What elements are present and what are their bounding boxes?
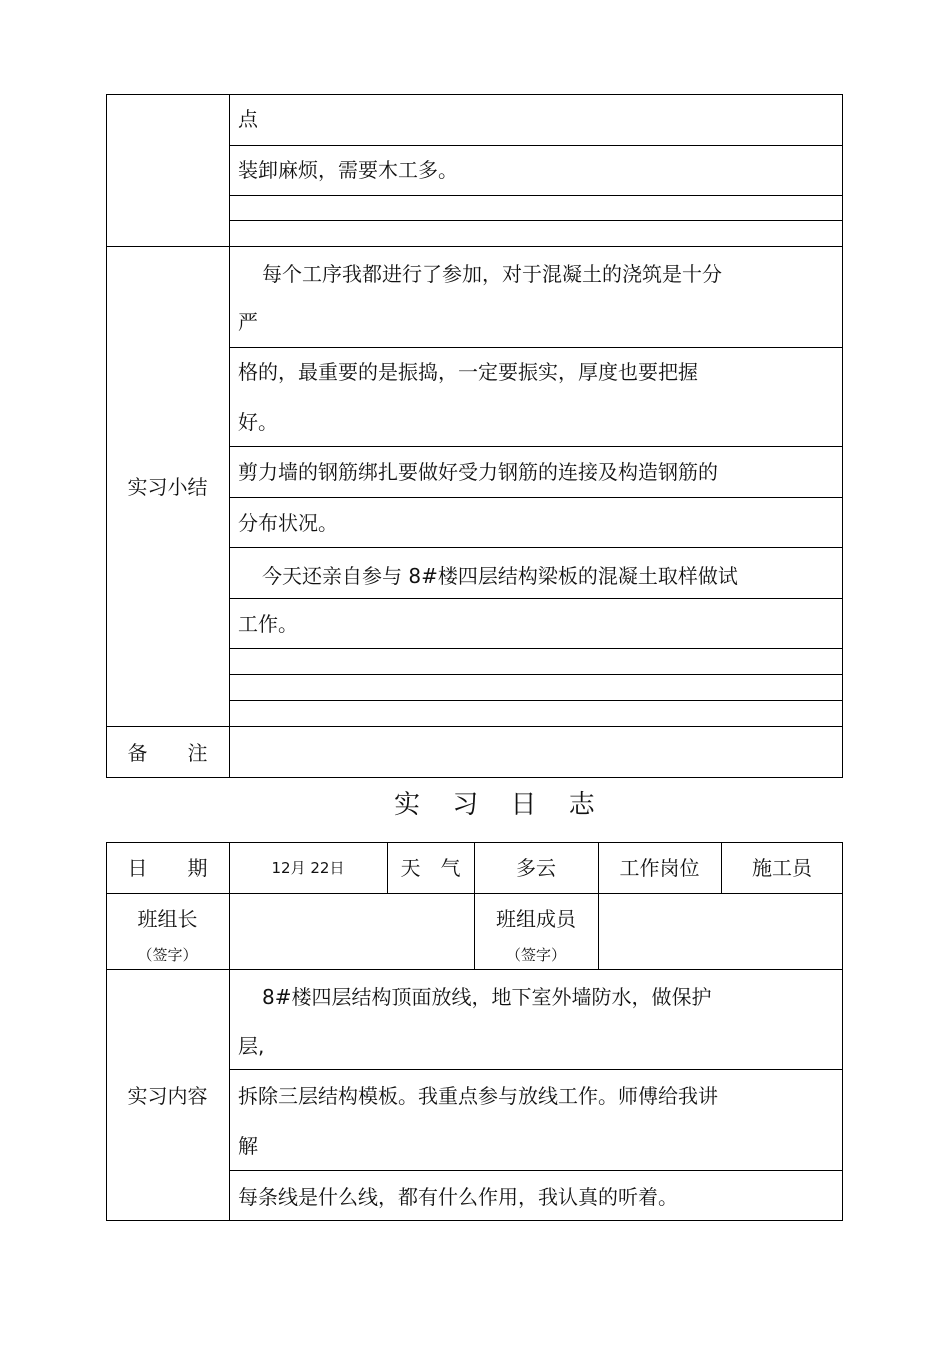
table2-line (229, 1170, 843, 1171)
date-label: 日 期 (127, 856, 208, 880)
table2-line (229, 1069, 843, 1070)
table1-row-divider (106, 726, 843, 727)
table1-border (106, 94, 843, 778)
remarks-label: 备 注 (127, 741, 208, 765)
table1-line (229, 648, 843, 649)
table1-line (229, 145, 843, 146)
table1-text-line: 装卸麻烦，需要木工多。 (238, 158, 458, 182)
content-text-line: 拆除三层结构模板。我重点参与放线工作。师傅给我讲 (238, 1084, 718, 1108)
table2-row-divider (106, 893, 843, 894)
table1-col-divider (229, 94, 230, 778)
members-sign-note: （签字） (505, 946, 566, 964)
table1-line (229, 347, 843, 348)
leader-label: 班组长 (137, 907, 198, 931)
table1-line (229, 598, 843, 599)
table1-row-divider (106, 246, 843, 247)
summary-label: 实习小结 (127, 475, 208, 499)
weather-value: 多云 (516, 856, 556, 880)
table2-row-divider (106, 969, 843, 970)
summary-text-line: 分布状况。 (238, 511, 338, 535)
table2-col-divider (229, 842, 230, 1221)
table1-line (229, 497, 843, 498)
summary-text-line: 好。 (238, 410, 278, 434)
summary-text-line: 每个工序我都进行了参加，对于混凝土的浇筑是十分 (262, 262, 722, 286)
table1-text-line: 点 (238, 107, 258, 131)
position-value: 施工员 (752, 856, 812, 880)
table1-line (229, 195, 843, 196)
summary-text-line: 今天还亲自参与 8#楼四层结构梁板的混凝土取样做试 (262, 564, 738, 588)
table1-line (229, 547, 843, 548)
leader-sign-note: （签字） (137, 946, 198, 964)
summary-text-line: 格的，最重要的是振捣，一定要振实，厚度也要把握 (238, 360, 698, 384)
table1-line (229, 674, 843, 675)
content-text-line: 层, (238, 1034, 265, 1058)
table1-line (229, 700, 843, 701)
content-label: 实习内容 (127, 1084, 208, 1108)
summary-text-line: 剪力墙的钢筋绑扎要做好受力钢筋的连接及构造钢筋的 (238, 460, 718, 484)
position-label: 工作岗位 (619, 856, 700, 880)
table1-line (229, 446, 843, 447)
weather-label: 天 气 (400, 856, 461, 880)
content-text-line: 解 (238, 1134, 258, 1158)
table1-line (229, 220, 843, 221)
page-title: 实 习 日 志 (394, 790, 607, 820)
members-label: 班组成员 (496, 907, 576, 931)
date-value: 12月 22日 (271, 859, 345, 877)
content-text-line: 8#楼四层结构顶面放线，地下室外墙防水，做保护 (262, 985, 712, 1009)
content-text-line: 每条线是什么线，都有什么作用，我认真的听着。 (238, 1185, 678, 1209)
summary-text-line: 工作。 (238, 612, 298, 636)
summary-text-line: 严 (238, 310, 258, 334)
